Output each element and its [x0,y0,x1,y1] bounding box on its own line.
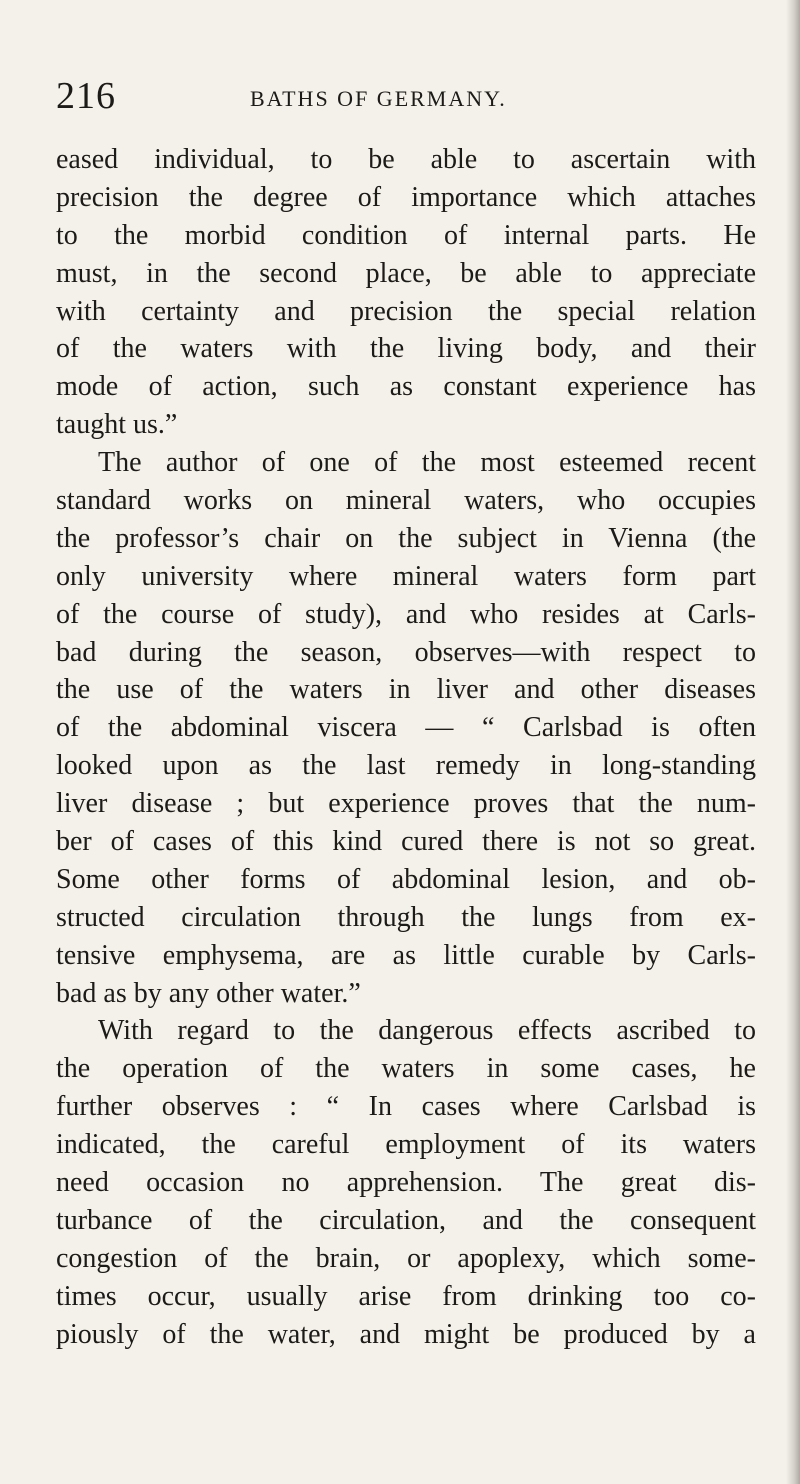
text-line: piously of the water, and might be produced by a [56,1318,756,1350]
text-line: eased individual, to be able to ascertain with [56,144,756,175]
text-line: further observes : “ In cases where Carlsbad is [56,1091,756,1123]
text-line: only university where mineral waters form part [56,560,756,592]
text-line: bad during the season, observes—with respect to [56,636,756,668]
page-edge-shadow [786,0,800,1484]
text-line: taught us.” [56,409,178,441]
text-line: bad as by any other water.” [56,977,361,1009]
text-line: to the morbid condition of internal parts. He [56,219,756,251]
text-line: of the course of study), and who resides at Carls- [56,598,756,630]
text-line: must, in the second place, be able to appreciate [56,257,756,289]
running-head: BATHS OF GERMANY. [250,86,507,111]
text-line: need occasion no apprehension. The great dis- [56,1167,756,1199]
text-line: indicated, the careful employment of its waters [56,1129,756,1161]
text-line: structed circulation through the lungs from ex- [56,901,756,933]
text-line: Some other forms of abdominal lesion, and ob- [56,863,756,895]
text-line: precision the degree of importance which attaches [56,181,756,213]
text-line: with certainty and precision the special relation [56,295,756,327]
text-line: mode of action, such as constant experience has [56,371,756,403]
text-line: of the waters with the living body, and their [56,333,756,365]
text-line: tensive emphysema, are as little curable by Carls- [56,939,756,971]
text-line: congestion of the brain, or apoplexy, which some- [56,1242,756,1274]
body-text [56,141,756,1354]
text-line: standard works on mineral waters, who occupies [56,485,756,517]
text-line: the use of the waters in liver and other diseases [56,674,756,706]
text-line: turbance of the circulation, and the consequent [56,1204,756,1236]
text-line: the operation of the waters in some cases, he [56,1053,756,1085]
text-line: looked upon as the last remedy in long-standing [56,750,756,782]
text-line: With regard to the dangerous effects ascribed to [98,1015,756,1047]
page-number: 216 [56,75,116,117]
text-line: of the abdominal viscera — “ Carlsbad is often [56,712,756,744]
text-line: times occur, usually arise from drinking too co- [56,1280,756,1312]
page-header [56,74,756,124]
text-line: the professor’s chair on the subject in Vienna (the [56,522,756,554]
text-line: liver disease ; but experience proves that the num- [56,788,756,820]
text-line: The author of one of the most esteemed recent [98,447,756,479]
text-line: ber of cases of this kind cured there is not so great. [56,826,756,858]
